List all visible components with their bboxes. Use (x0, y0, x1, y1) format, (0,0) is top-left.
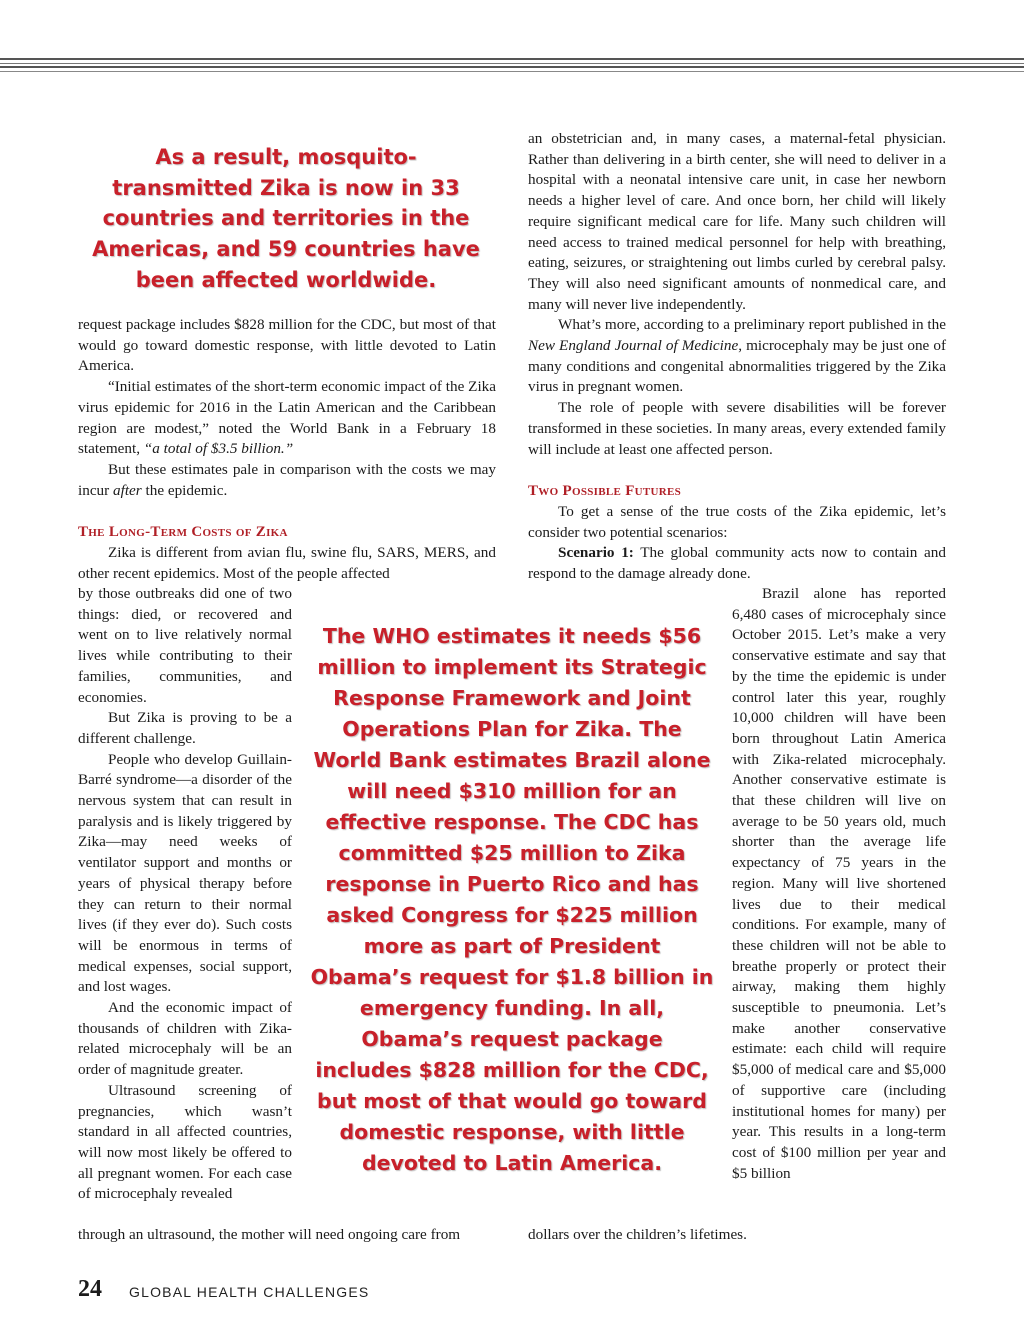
paragraph: To get a sense of the true costs of the Zika epidemic, let’s consider two potential scenarios: (528, 502, 946, 541)
right-column-top (528, 129, 946, 585)
top-rule (0, 71, 1024, 72)
paragraph: Zika is different from avian flu, swine flu, SARS, MERS, and other recent epidemics. Most of the people affected (78, 544, 496, 582)
right-column-bottom (528, 1225, 946, 1246)
paragraph: by those outbreaks did one of two things: died, or recovered and went on to live relatively normal lives while contributing to their families, communities, and economies. (78, 585, 292, 706)
pull-quote: The WHO estimates it needs $56 million to implement its Strategic Response Framework and Joint Operations Plan for Zika. The World Bank estimates Brazil alone will need $310 million for an effective response. The CDC has committed $25 million to Zika response in Puerto Rico and has asked Congress for $225 million more as part of President Obama’s request for $1.8 billion in emergency funding. In all, Obama’s request package includes $828 million for the CDC, but most of that would go toward domestic response, with little devoted to Latin America. (310, 624, 714, 1175)
paragraph: But these estimates pale in comparison with the costs we may incur after the epidemic. (78, 460, 496, 499)
paragraph: Ultrasound screening of pregnancies, which wasn’t standard in all affected countries, will now most likely be offered to all pregnant women. For each case of microcephaly revealed (78, 1081, 292, 1203)
right-column-narrow (732, 584, 946, 1184)
paragraph: People who develop Guillain-Barré syndrome—a disorder of the nervous system that can result in paralysis and is likely triggered by Zika—may need weeks of ventilator support and months or years of physical therapy before they can return to their normal lives (if they ever do). Such costs will be enormous in terms of medical expenses, social support, and lost wages. (78, 750, 292, 996)
paragraph: The role of people with severe disabilities will be forever transformed in these societies. In many areas, every extended family will include at least one affected person. (528, 399, 946, 458)
paragraph: dollars over the children’s lifetimes. (528, 1226, 747, 1243)
left-column-top (78, 315, 496, 584)
section-heading: Two Possible Futures (528, 483, 682, 500)
paragraph: an obstetrician and, in many cases, a maternal-fetal physician. Rather than delivering in a birth center, she will need to deliver in a hospital with a neonatal intensive care unit, in case her newborn needs a higher level of care. And once born, her child will likely require significant medical care for life. Many such children will need access to trained medical personnel for help with breathing, eating, seizures, or straightening out limbs curled by cerebral palsy. They will also need significant amounts of nonmedical care, and many will never live independently. (528, 130, 946, 313)
running-title: GLOBAL HEALTH CHALLENGES (129, 1284, 370, 1300)
page-number: 24 (78, 1276, 102, 1302)
paragraph: But Zika is proving to be a different challenge. (78, 709, 292, 747)
top-rule (0, 66, 1024, 68)
paragraph: Brazil alone has reported 6,480 cases of microcephaly since October 2015. Let’s make a very conservative estimate and say that by the time the epidemic is under control later this year, roughly 10,000 children will have been born throughout Latin America with Zika-related microcephaly. Another conservative estimate is that these children will live on average to be 50 years old, much shorter than the average life expectancy of 75 years in the region. Many will live shortened lives due to their medical conditions. For example, many of these children will not be able to breathe properly or protect their airway, making them highly susceptible to pneumonia. Let’s make another conservative estimate: each child will require $5,000 of medical care and $5,000 of supportive care (including institutional homes for many) per year. This results in a long-term cost of $100 million per year and $5 billion (732, 585, 946, 1182)
paragraph: And the economic impact of thousands of children with Zika-related microcephaly will be an order of magnitude greater. (78, 999, 292, 1079)
top-rule (0, 58, 1024, 60)
paragraph: through an ultrasound, the mother will need ongoing care from (78, 1226, 461, 1243)
top-rule (0, 63, 1024, 64)
paragraph: Scenario 1: The global community acts now to contain and respond to the damage already done. (528, 544, 946, 583)
paragraph: request package includes $828 million for the CDC, but most of that would go toward domestic response, with little devoted to Latin America. (78, 316, 496, 375)
left-column-narrow (78, 584, 292, 1205)
left-column-bottom (78, 1225, 496, 1246)
pull-quote: As a result, mosquito-transmitted Zika is now in 33 countries and territories in the Americas, and 59 countries have been affected worldwide. (92, 145, 480, 292)
section-heading: The Long-Term Costs of Zika (78, 524, 288, 541)
paragraph: “Initial estimates of the short-term economic impact of the Zika virus epidemic for 2016 in the Latin American and the Caribbean region are modest,” noted the World Bank in a February 18 statement, “a total of $3.5 billion.” (78, 378, 496, 458)
paragraph: What’s more, according to a preliminary report published in the New England Journal of Medicine, microcephaly may be just one of many conditions and congenital abnormalities triggered by the Zika virus in pregnant women. (528, 316, 946, 396)
